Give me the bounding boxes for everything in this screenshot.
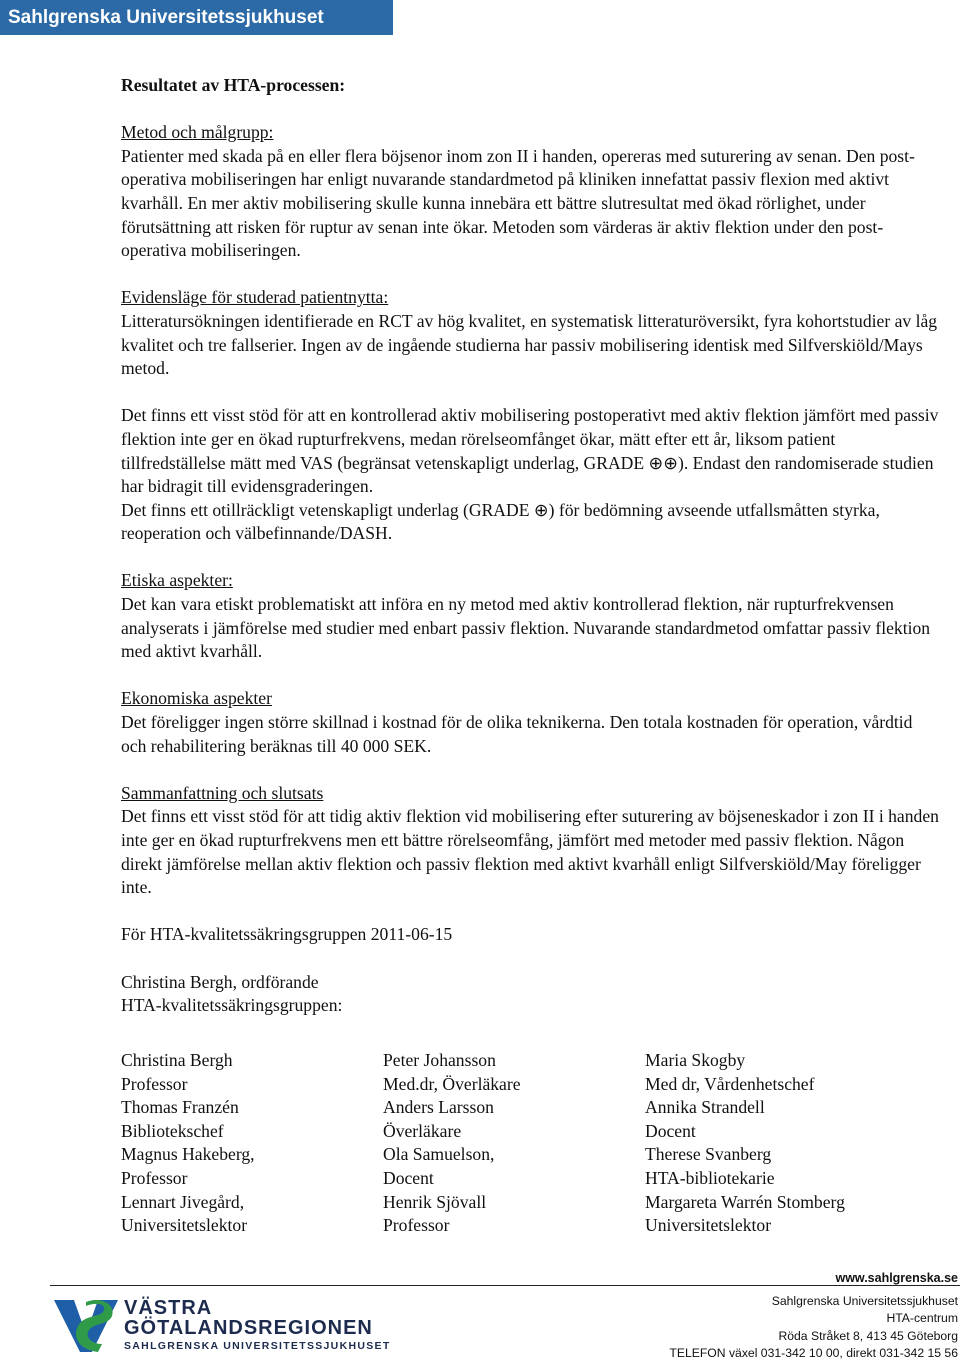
section-text: Det finns ett visst stöd för att tidig aktiv flektion vid mobilisering efter suturering av böjseneskador i zon II i handen inte ger en ökad rupturfrekvens men ett bättre rörelseomfång, jämfört med metoder med passiv flektion. Någon direkt jämförelse mellan aktiv flektion och passiv flektion med aktivt kvarhåll enligt Silfverskiöld/May föreligger inte.: [121, 806, 939, 898]
section: [121, 121, 941, 263]
team-member-cell: Lennart Jivegård,: [121, 1191, 245, 1212]
team-member-cell: Margareta Warrén Stomberg: [645, 1191, 845, 1212]
team-members: [121, 1049, 941, 1238]
team-member-cell: Med dr, Vårdenhetschef: [645, 1073, 815, 1094]
document-body: [121, 74, 941, 1018]
section-text: Litteratursökningen identifierade en RCT av hög kvalitet, en systematisk litteraturöversikt, fyra kohortstudier av låg kvalitet och tre fallserier. Ingen av de ingående studierna har passiv mobilisering identisk med Silfverskiöld/Mays metod.: [121, 310, 938, 379]
footer-line-3: Röda Stråket 8, 413 45 Göteborg: [778, 1328, 958, 1343]
logo-text: [124, 1298, 391, 1353]
team-member-cell: Therese Svanberg: [645, 1144, 772, 1165]
footer-line-4: TELEFON växel 031-342 10 00, direkt 031-342 15 56: [669, 1345, 958, 1360]
team-member-cell: Thomas Franzén: [121, 1097, 239, 1118]
section: [121, 286, 941, 380]
team-member-cell: Universitetslektor: [121, 1215, 248, 1236]
logo-line-1: VÄSTRA: [124, 1297, 213, 1319]
banner-title: Sahlgrenska Universitetssjukhuset: [8, 7, 324, 28]
footer-url[interactable]: www.sahlgrenska.se: [835, 1271, 958, 1285]
team-member-cell: Professor: [383, 1215, 450, 1236]
header-banner: [0, 0, 393, 35]
section-text: Det finns ett visst stöd för att en kontrollerad aktiv mobilisering postoperativt med aktiv flektion jämfört med passiv flektion inte ger en ökad rupturfrekvens, medan rörelseomfånget ökar, mätt efter ett år, liksom patient tillfredställelse mätt med VAS (begränsat vetenskapligt underlag, GRADE ⊕⊕). Endast den randomiserade studien har bidragit till evidensgraderingen.: [121, 405, 939, 497]
section-text: Det kan vara etiskt problematiskt att införa en ny metod med aktiv kontrollerad flektion, när rupturfrekvensen analyserats i jämförelse med studier med enbart passiv flektion. Nuvarande standardmetod omfattar passiv flektion med aktivt kvarhåll.: [121, 594, 931, 662]
document-title: Resultatet av HTA-processen:: [121, 75, 346, 95]
footer-line-1: Sahlgrenska Universitetssjukhuset: [771, 1294, 958, 1309]
signature-name: Christina Bergh, ordförande: [121, 971, 319, 992]
footer-contact: [669, 1270, 958, 1362]
logo-line-2: GÖTALANDSREGIONEN: [124, 1317, 373, 1339]
team-member-cell: Överläkare: [383, 1120, 462, 1141]
team-member-cell: Maria Skogby: [645, 1050, 746, 1070]
team-member-cell: Ola Samuelson,: [383, 1144, 495, 1165]
date-line: För HTA-kvalitetssäkringsgruppen 2011-06-15: [121, 924, 453, 945]
sections: [121, 121, 941, 900]
signature-group: HTA-kvalitetssäkringsgruppen:: [121, 995, 343, 1016]
section: [121, 404, 941, 546]
footer-line-2: HTA-centrum: [886, 1311, 958, 1326]
section-text: Patienter med skada på en eller flera böjsenor inom zon II i handen, opereras med suturering av senan. Den post-operativa mobiliseringen har enligt nuvarande standardmetod på kliniken innefattat passiv flexion med aktivt kvarhåll. En mer aktiv mobilisering skulle kunna innebära ett bättre slutresultat med ökad rörlighet, under förutsättning att risken för ruptur av senan inte ökar. Metoden som värderas är aktiv flektion under den post-operativa mobiliseringen.: [121, 145, 915, 261]
section-heading: Ekonomiska aspekter: [121, 688, 272, 709]
logo-line-3: SAHLGRENSKA UNIVERSITETSSJUKHUSET: [124, 1340, 391, 1352]
section: [121, 687, 941, 758]
section-text: Det föreligger ingen större skillnad i kostnad för de olika teknikerna. Den totala kostnaden för operation, vårdtid och rehabilitering beräknas till 40 000 SEK.: [121, 712, 913, 756]
team-member-cell: HTA-bibliotekarie: [645, 1167, 775, 1188]
team-member-cell: Docent: [383, 1167, 434, 1188]
section-heading: Etiska aspekter:: [121, 570, 233, 591]
team-member-cell: Docent: [645, 1120, 696, 1141]
section-text: Det finns ett otillräckligt vetenskapligt underlag (GRADE ⊕) för bedömning avseende utfallsmåtten styrka, reoperation och välbefinnande/DASH.: [121, 499, 880, 544]
section-heading: Sammanfattning och slutsats: [121, 782, 324, 803]
signature-block: [121, 971, 941, 1018]
team-member-cell: Peter Johansson: [383, 1050, 496, 1070]
team-member-cell: Bibliotekschef: [121, 1120, 224, 1141]
team-member-cell: Med.dr, Överläkare: [383, 1073, 521, 1094]
section: [121, 782, 941, 900]
team-member-cell: Henrik Sjövall: [383, 1191, 487, 1212]
team-member-cell: Professor: [121, 1167, 188, 1188]
team-member-cell: Magnus Hakeberg,: [121, 1144, 255, 1165]
team-member-cell: Christina Bergh: [121, 1050, 233, 1070]
section-heading: Evidensläge för studerad patientnytta:: [121, 287, 389, 308]
team-member-cell: Professor: [121, 1073, 188, 1094]
team-member-cell: Anders Larsson: [383, 1097, 494, 1118]
team-member-cell: Universitetslektor: [645, 1215, 772, 1236]
section-heading: Metod och målgrupp:: [121, 122, 274, 143]
section: [121, 569, 941, 663]
team-member-cell: Annika Strandell: [645, 1097, 765, 1118]
